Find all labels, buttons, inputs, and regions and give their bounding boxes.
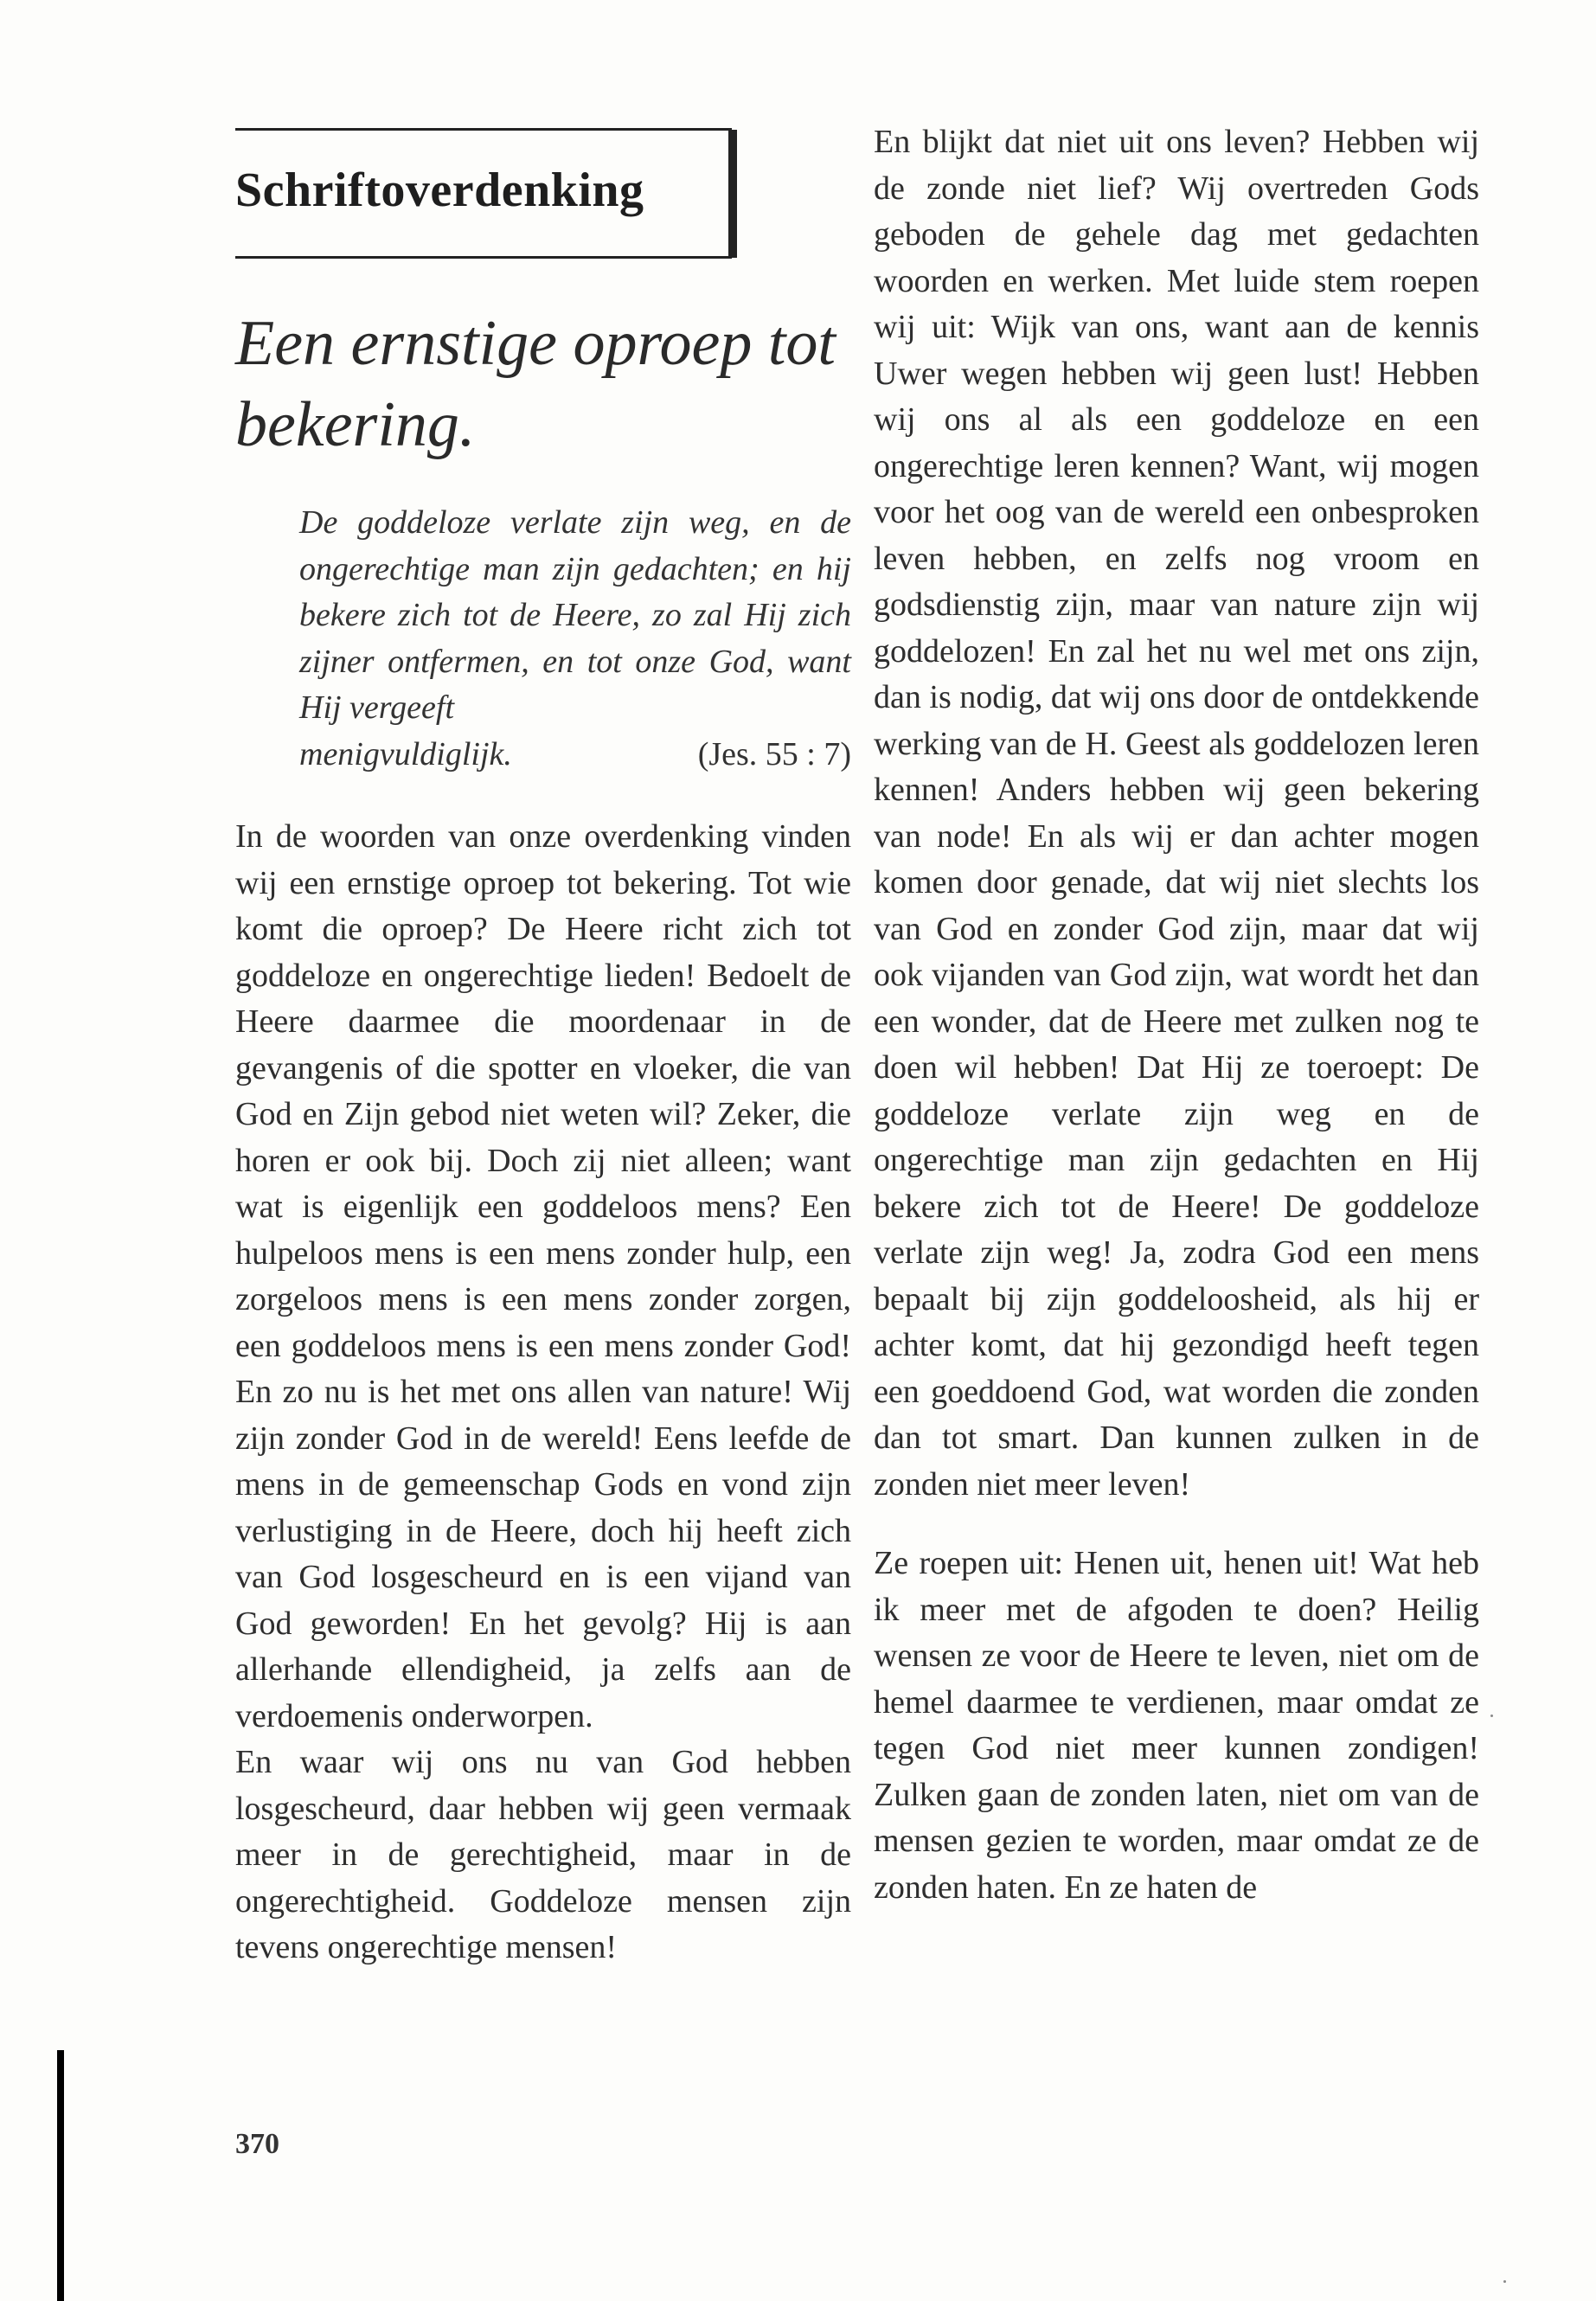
right-paragraph-2: Ze roepen uit: Henen uit, henen uit! Wat heb ik meer met de afgoden te doen? Heilig wensen ze voor de Heere te leven, niet om de hemel daarmee te verdienen, maar omdat ze tegen God niet meer kunnen zondigen! Zulken gaan de zonden laten, niet om van de mensen gezien te worden, maar omdat ze de zonden haten. En ze haten de xyxy=(874,1545,1479,1906)
page-number: 370 xyxy=(235,2128,279,2160)
section-header-box xyxy=(235,128,735,258)
left-paragraph-1: In de woorden van onze overdenking vinden wij een ernstige oproep tot bekering. Tot wie komt die oproep? De Heere richt zich tot goddeloze en ongerechtige lieden! Bedoelt de Heere daarmee die moordenaar in de gevangenis of die spotter en vloeker, die van God en Zijn gebod niet weten wil? Zeker, die horen er ook bij. Doch zij niet alleen; want wat is eigenlijk een goddeloos mens? Een hulpeloos mens is een mens zonder hulp, een zorgeloos mens is een mens zonder zorgen, een goddeloos mens is een mens zonder God! En zo nu is het met ons allen van nature! Wij zijn zonder God in de wereld! Eens leefde de mens in de gemeenschap Gods en vond zijn verlustiging in de Heere, doch hij heeft zich van God losgescheurd en is een vijand van God geworden! En het gevolg? Hij is aan allerhande ellendigheid, ja zelfs aan de verdoemenis onderworpen. xyxy=(235,818,851,1734)
scripture-text: De goddeloze verlate zijn weg, en de ongerechtige man zijn gedachten; en hij bekere zich tot de Heere, zo zal Hij zich zijner ontfermen, en tot onze God, want Hij vergeeft xyxy=(299,504,851,726)
left-paragraph-2: En waar wij ons nu van God hebben losgescheurd, daar hebben wij geen vermaak meer in de gerechtigheid, maar in de ongerechtigheid. Goddeloze mensen zijn tevens ongerechtige mensen! xyxy=(235,1744,851,1965)
right-paragraph-1: En blijkt dat niet uit ons leven? Hebben wij de zonde niet lief? Wij overtreden Gods geboden de gehele dag met gedachten woorden en werken. Met luide stem roepen wij uit: Wijk van ons, want aan de kennis Uwer wegen hebben wij geen lust! Hebben wij ons al als een goddeloze en een ongerechtige leren kennen? Want, wij mogen voor het oog van de wereld een onbesproken leven hebben, en zelfs nog vroom en godsdienstig zijn, maar van nature zijn wij goddelozen! En zal het nu wel met ons zijn, dan is nodig, dat wij ons door de ontdekkende werking van de H. Geest als goddelozen leren kennen! Anders hebben wij geen bekering van node! En als wij er dan achter mogen komen door genade, dat wij niet slechts los van God en zonder God zijn, maar dat wij ook vijanden van God zijn, wat wordt het dan een wonder, dat de Heere met zulken nog te doen wil hebben! Dat Hij ze toeroept: De goddeloze verlate zijn weg en de ongerechtige man zijn gedachten en Hij bekere zich tot de Heere! De goddeloze verlate zijn weg! Ja, zodra God een mens bepaalt bij zijn goddeloosheid, als hij er achter komt, dat hij gezondigd heeft tegen een goeddoend God, wat worden die zonden dan tot smart. Dan kunnen zulken in de zonden niet meer leven! xyxy=(874,124,1479,1503)
header-rule-right xyxy=(728,130,737,258)
scripture-text-end: menigvuldiglijk. xyxy=(299,735,512,772)
scan-speck xyxy=(1490,1715,1493,1717)
header-rule-bottom xyxy=(235,256,732,259)
scan-edge-mark xyxy=(57,2050,64,2301)
header-rule-top xyxy=(235,128,732,131)
left-column xyxy=(235,128,851,1971)
scan-speck xyxy=(1503,2280,1506,2283)
scripture-reference: (Jes. 55 : 7) xyxy=(697,735,851,772)
right-column xyxy=(874,119,1479,1911)
article-title: Een ernstige oproep tot bekering. xyxy=(235,308,836,460)
scripture-quote xyxy=(235,500,851,778)
section-header: Schriftoverdenking xyxy=(235,163,644,217)
